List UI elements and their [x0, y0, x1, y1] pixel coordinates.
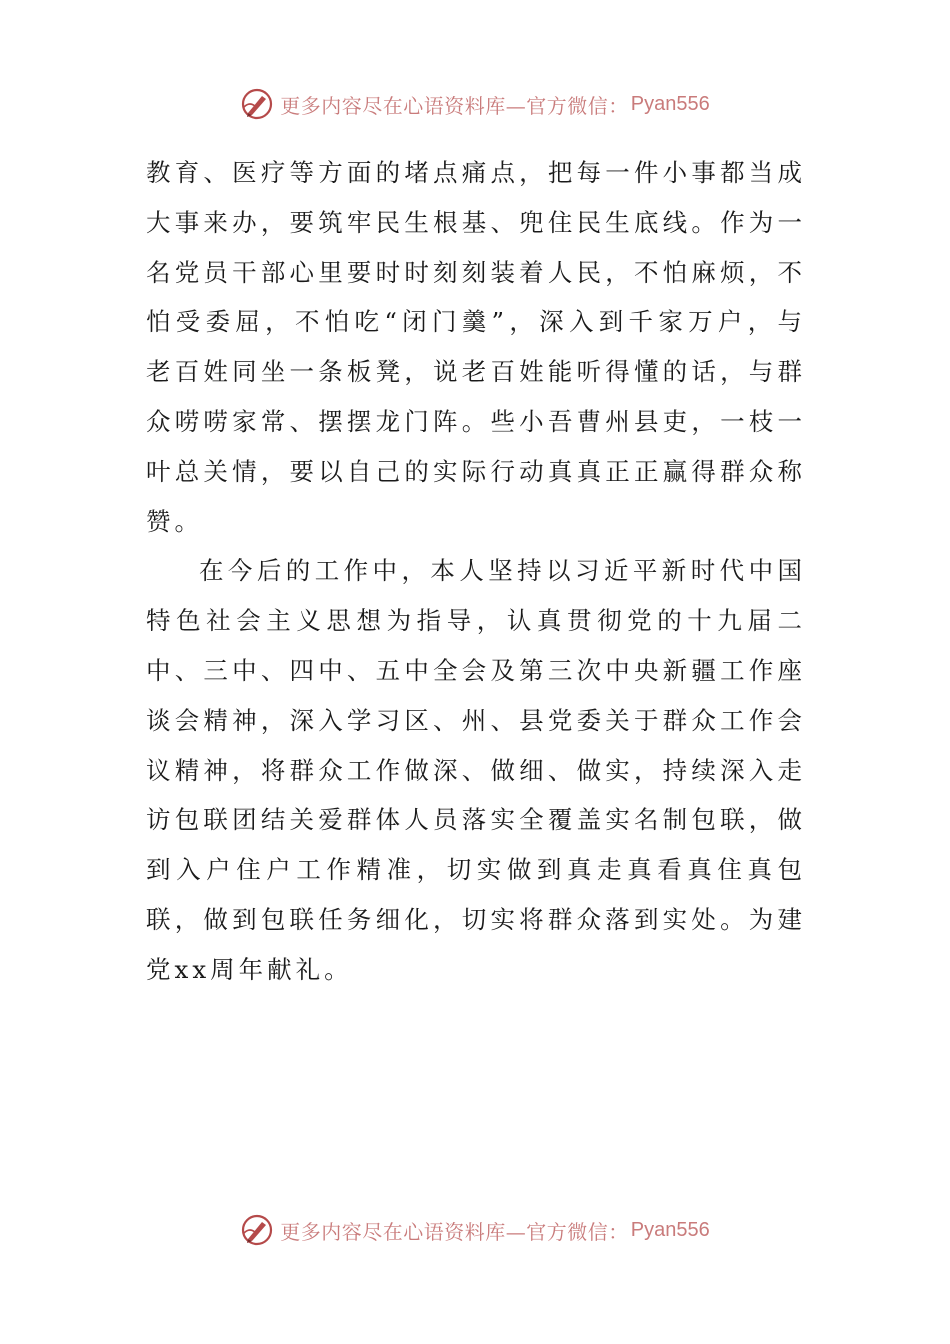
pen-circle-logo-icon: [240, 87, 274, 121]
pen-circle-logo-icon: [240, 1213, 274, 1247]
paragraph-future-work: 在今后的工作中，本人坚持以习近平新时代中国特色社会主义思想为指导，认真贯彻党的十九届二中、三中、四中、五中全会及第三次中央新疆工作座谈会精神，深入学习区、州、县党委关于群众工作会议精神，将群众工作做深、做细、做实，持续深入走访包联团结关爱群体人员落实全覆盖实名制包联，做到入户住户工作精准，切实做到真走真看真住真包联，做到包联任务细化，切实将群众落到实处。为建党xx周年献礼。: [146, 556, 806, 984]
header-watermark: [0, 84, 950, 124]
watermark-wechat-id: Pyan556: [630, 1218, 710, 1241]
paragraph-continued: 教育、医疗等方面的堵点痛点，把每一件小事都当成大事来办，要筑牢民生根基、兜住民生底线。作为一名党员干部心里要时时刻刻装着人民，不怕麻烦，不怕受委屈，不怕吃“闭门羹”，深入到千家万户，与老百姓同坐一条板凳，说老百姓能听得懂的话，与群众唠唠家常、摆摆龙门阵。些小吾曹州县吏，一枝一叶总关情，要以自己的实际行动真真正正赢得群众称赞。: [146, 158, 806, 536]
footer-watermark: [0, 1210, 950, 1250]
watermark-wechat-id: Pyan556: [630, 92, 710, 115]
watermark-text: 更多内容尽在心语资料库—官方微信：: [280, 93, 629, 118]
document-body: [146, 148, 806, 995]
watermark-text: 更多内容尽在心语资料库—官方微信：: [280, 1219, 629, 1244]
